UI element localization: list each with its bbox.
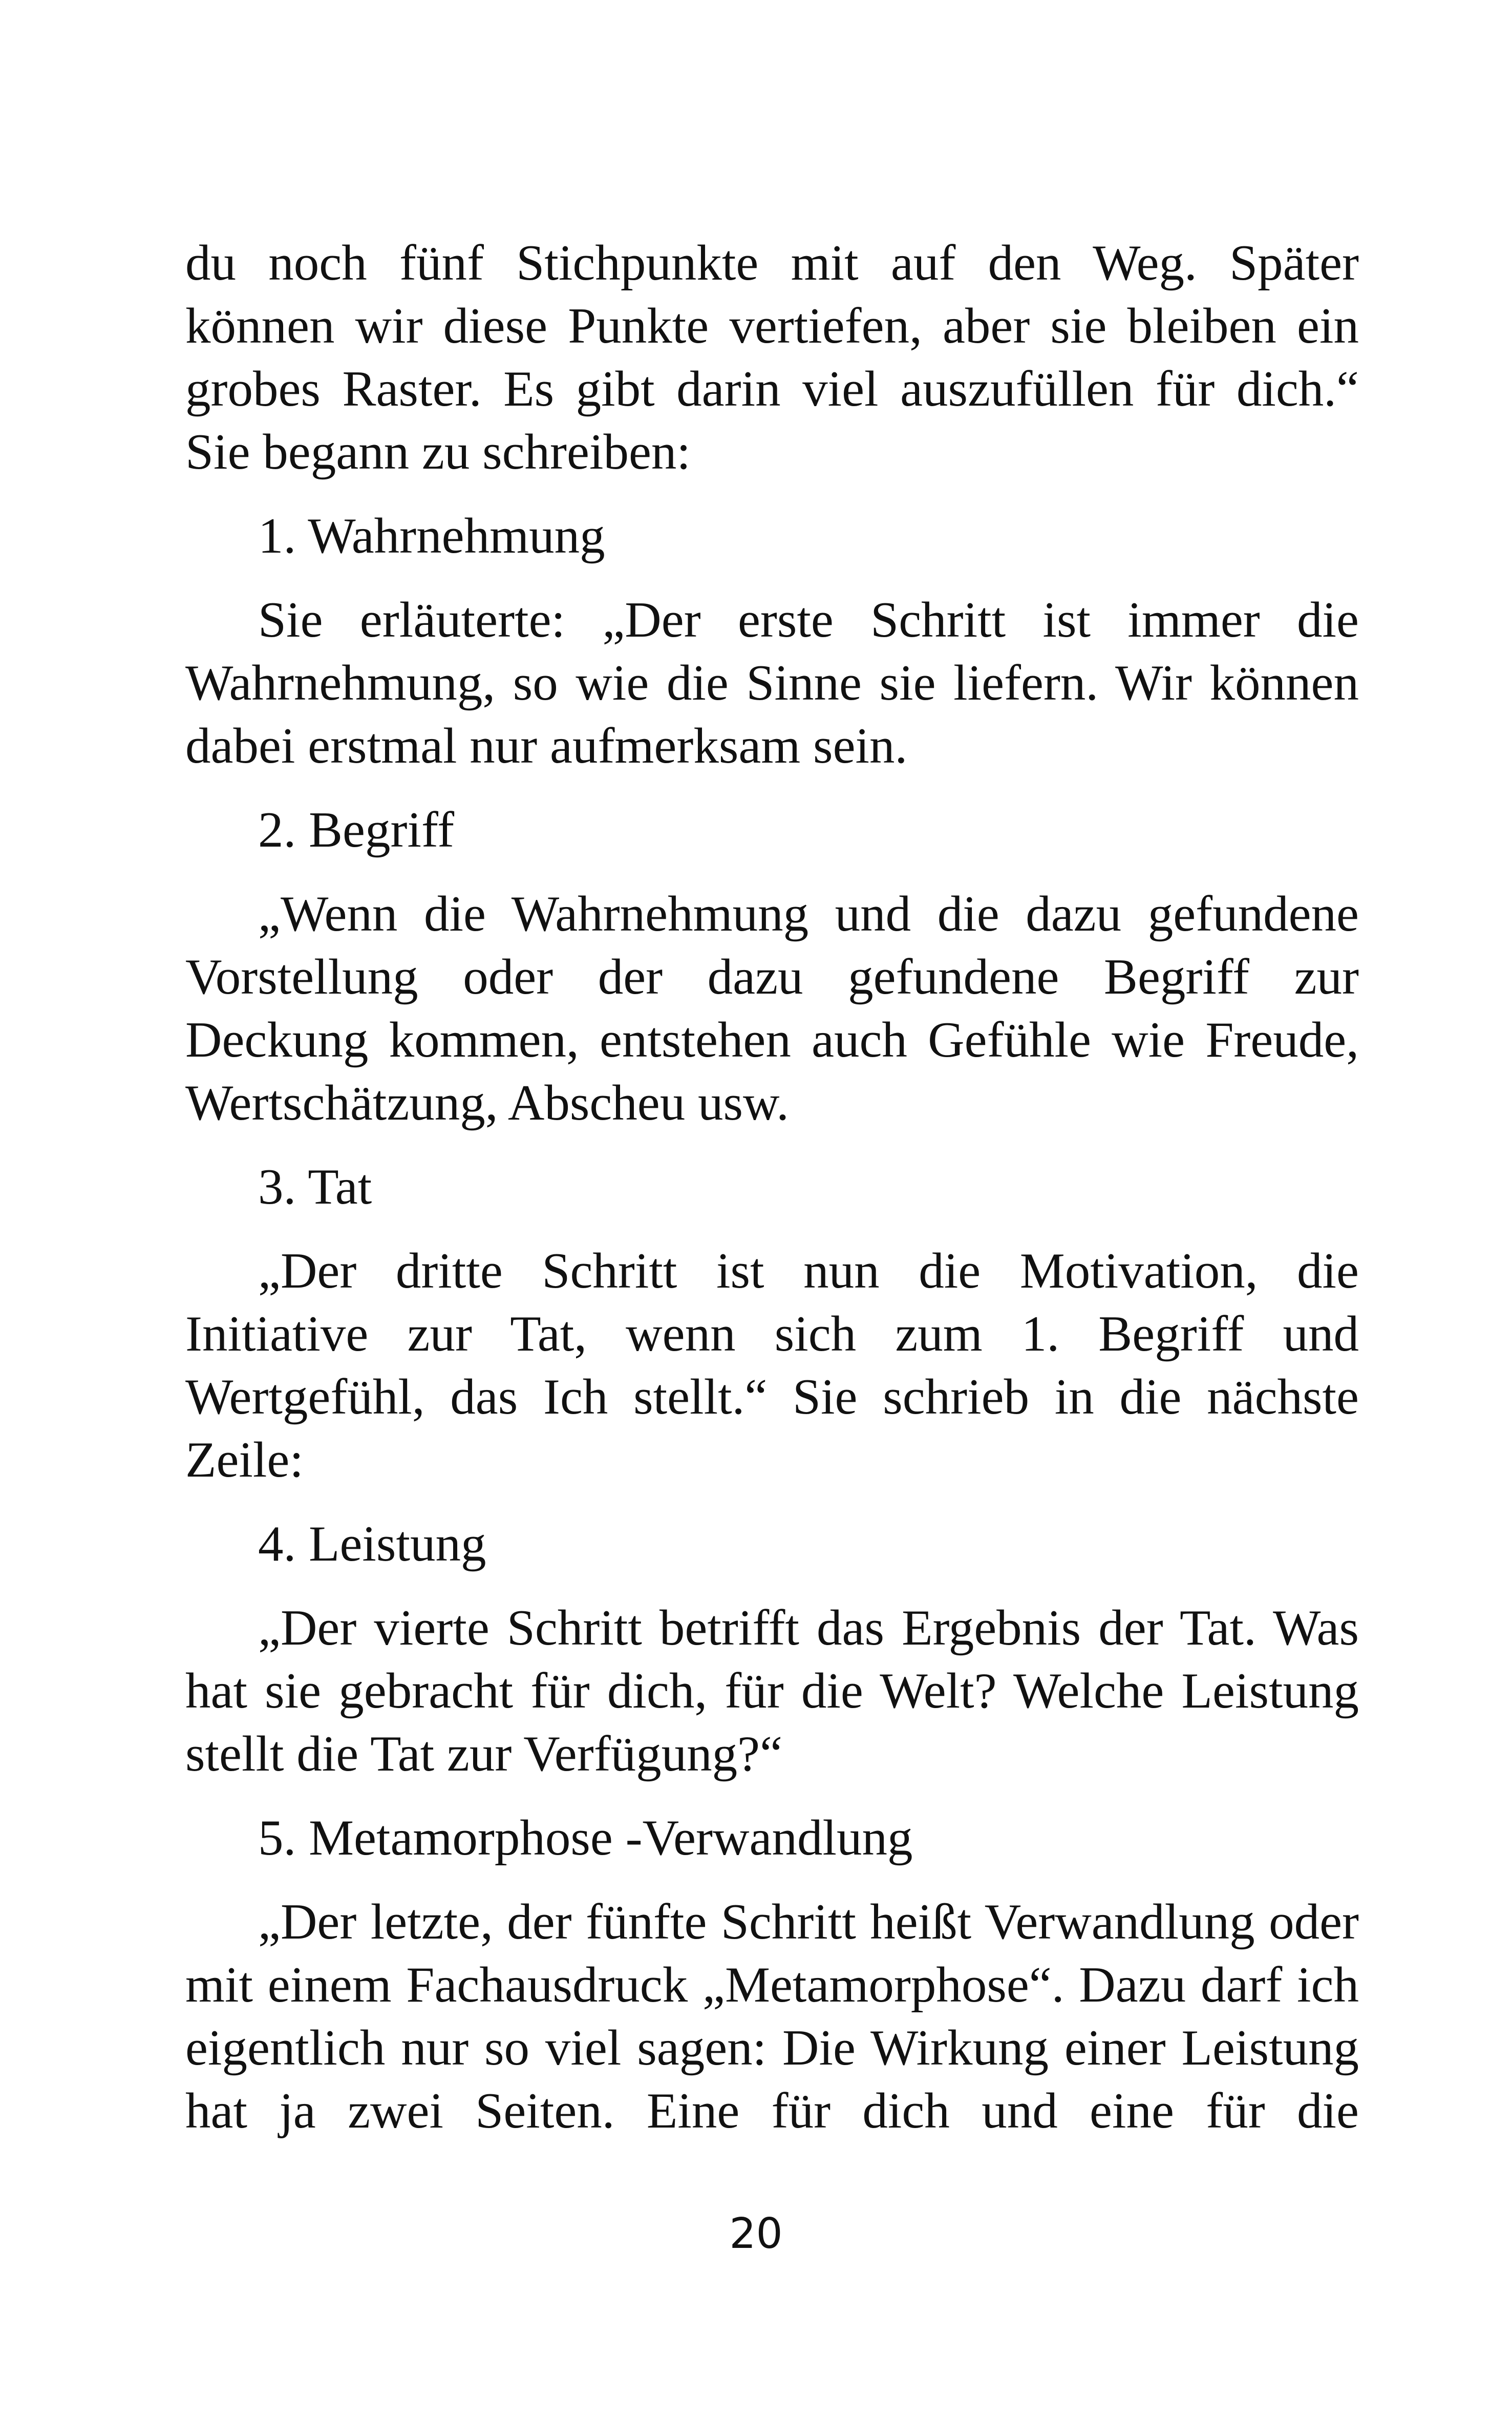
- paragraph-intro: du noch fünf Stichpunkte mit auf den Weg. Später können wir diese Punkte vertiefen, aber sie bleiben ein grobes Raster. Es gibt darin viel auszufüllen für dich.“ Sie begann zu schreiben:: [185, 235, 1359, 480]
- paragraph-tat: „Der dritte Schritt ist nun die Motivation, die Initiative zur Tat, wenn sich zum 1. Begriff und Wertgefühl, das Ich stellt.“ Sie schrieb in die nächste Zeile:: [185, 1243, 1359, 1488]
- heading-metamorphose: 5. Metamorphose -Verwandlung: [258, 1810, 913, 1866]
- heading-leistung: 4. Leistung: [258, 1516, 486, 1572]
- paragraph-wahrnehmung: Sie erläuterte: „Der erste Schritt ist immer die Wahrnehmung, so wie die Sinne sie liefern. Wir können dabei erstmal nur aufmerksam sein.: [185, 592, 1359, 774]
- heading-begriff: 2. Begriff: [258, 802, 455, 858]
- body-text: [185, 232, 1359, 2163]
- heading-tat: 3. Tat: [258, 1159, 372, 1215]
- page-number: 20: [729, 2209, 783, 2258]
- paragraph-begriff: „Wenn die Wahrnehmung und die dazu gefundene Vorstellung oder der dazu gefundene Begriff zur Deckung kommen, entstehen auch Gefühle wie Freude, Wertschätzung, Abscheu usw.: [185, 886, 1359, 1131]
- paragraph-leistung: „Der vierte Schritt betrifft das Ergebnis der Tat. Was hat sie gebracht für dich, für die Welt? Welche Leistung stellt die Tat zur Verfügung?“: [185, 1600, 1359, 1782]
- paragraph-metamorphose: „Der letzte, der fünfte Schritt heißt Verwandlung oder mit einem Fachausdruck „Metamorphose“. Dazu darf ich eigentlich nur so viel sagen: Die Wirkung einer Leistung hat ja zwei Seiten. Eine für dich und eine für die: [185, 1894, 1359, 2139]
- heading-wahrnehmung: 1. Wahrnehmung: [258, 508, 605, 564]
